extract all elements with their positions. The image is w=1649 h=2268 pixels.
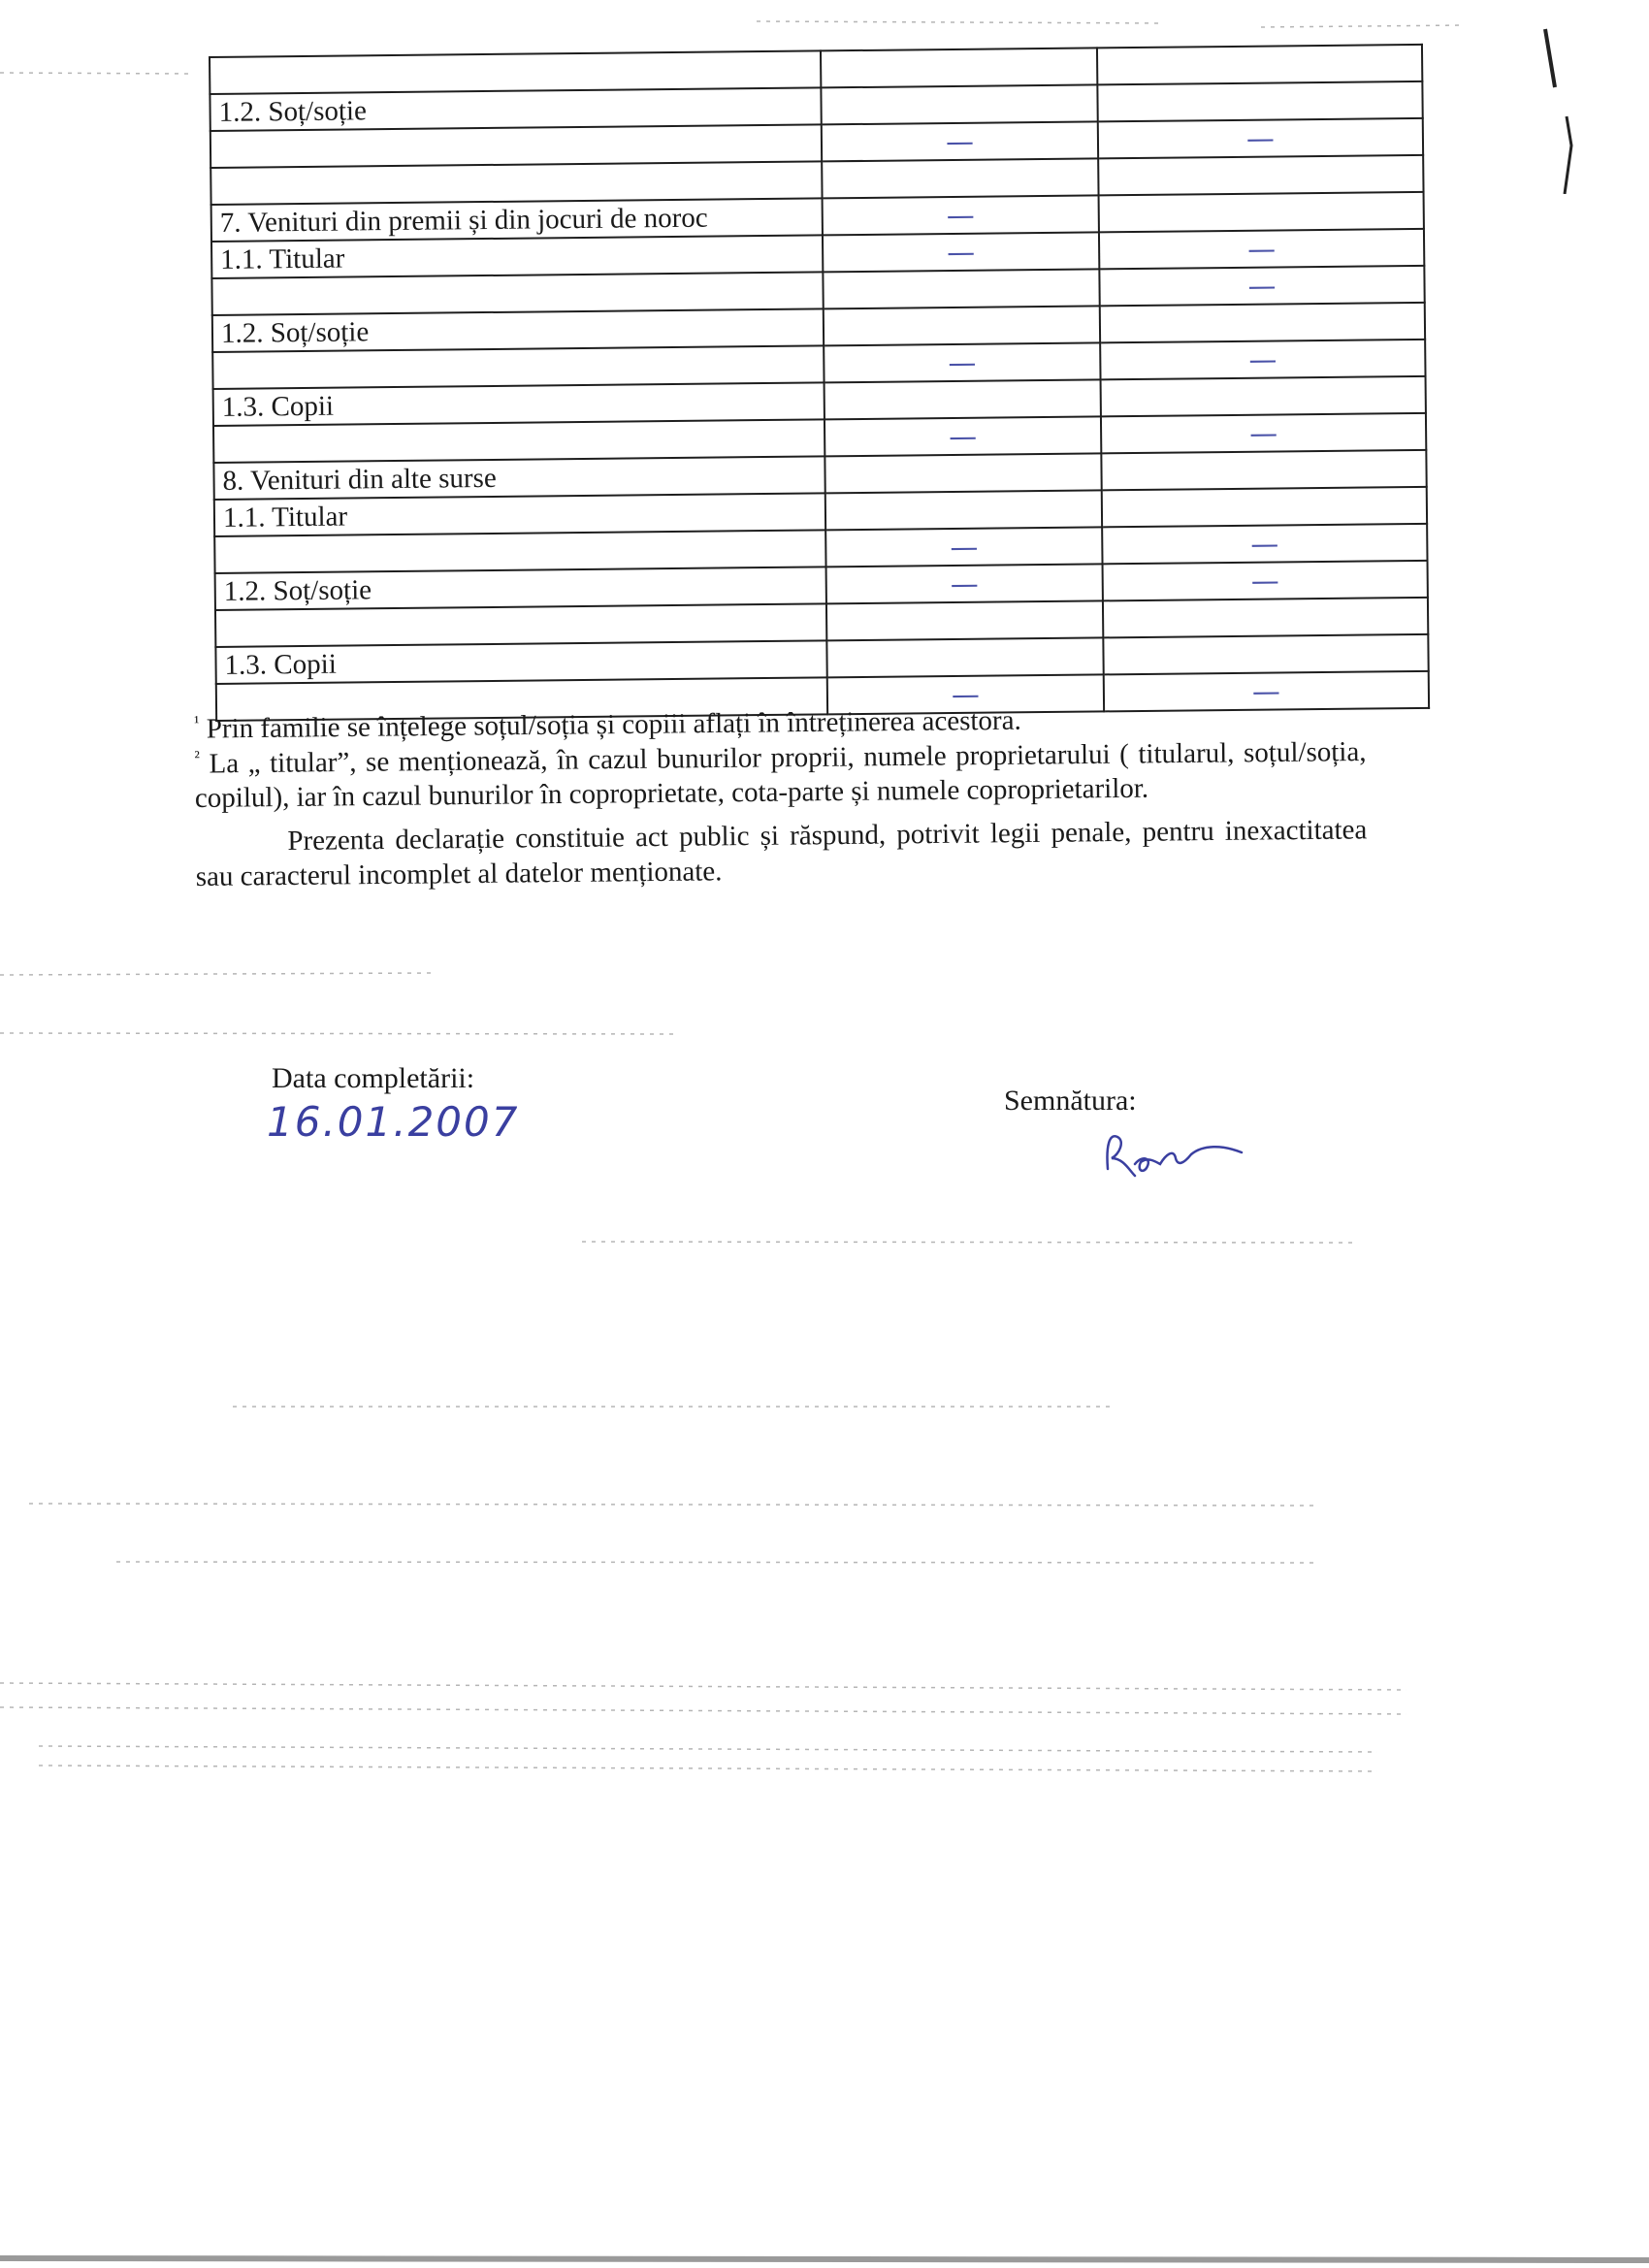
row-label [212,345,824,389]
row-value-a [823,269,1099,308]
row-value-b [1097,81,1422,122]
row-label: 1.2. Soț/soție [210,87,821,131]
page-number-mark [1537,19,1596,194]
row-value-a [821,84,1097,124]
footnote-2 [194,734,1367,816]
row-value-a: — [825,527,1102,567]
row-label: 1.2. Soț/soție [212,308,824,352]
row-value-a [821,48,1097,87]
row-value-b: — [1101,413,1426,454]
row-value-b [1103,598,1428,638]
row-value-b [1098,155,1423,196]
row-value-b: — [1100,340,1425,380]
row-label [210,124,822,168]
income-table-grid [209,44,1430,722]
row-value-b: — [1099,266,1424,307]
footnote-1-text: Prin familie se înțelege soțul/soția și copiii aflați în întreținerea acestora. [206,704,1021,745]
footnote-2-marker: ² [194,746,200,767]
row-value-b [1100,303,1425,343]
row-value-b [1101,450,1426,491]
row-label [215,603,826,647]
row-label: 7. Venituri din premii și din jocuri de noroc [211,198,823,242]
row-label [213,419,824,463]
row-value-b: — [1104,671,1429,712]
row-label: 1.1. Titular [214,493,825,536]
handwritten-signature [1096,1116,1271,1193]
footnotes [194,699,1368,894]
row-value-a [824,453,1101,493]
row-value-a [825,490,1102,530]
row-value-b [1097,45,1422,85]
row-value-a: — [822,121,1098,161]
row-value-a [826,637,1103,677]
row-value-a: — [826,564,1103,603]
row-value-a: — [827,674,1104,714]
row-label: 1.3. Copii [215,640,826,684]
row-label: 1.3. Copii [213,382,824,426]
row-value-b [1099,192,1424,233]
date-value: 16.01.2007 [267,1098,520,1146]
row-value-b: — [1098,118,1423,159]
row-value-b [1102,487,1427,528]
row-label: 8. Venituri din alte surse [213,456,824,500]
footnote-1-marker: ¹ [194,711,200,731]
row-value-a: — [823,232,1099,272]
signature-label: Semnătura: [1004,1085,1137,1117]
row-value-b: — [1099,229,1424,270]
row-value-b: — [1102,524,1427,565]
row-value-a [822,158,1098,198]
footnote-2-text: La „ titular”, se menționează, în cazul bunurilor proprii, numele proprietarului ( titularul, soțul/soția, copilul), iar în cazul bunurilor în coproprietate, cota-parte și numele coproprietarilor. [194,736,1367,815]
row-value-a: — [824,416,1101,456]
row-value-b [1103,634,1428,675]
row-value-b: — [1103,561,1428,601]
income-table [209,44,1428,722]
date-label: Data completării: [272,1062,475,1094]
row-label: 1.2. Soț/soție [215,567,826,610]
row-value-a [826,600,1103,640]
row-label [210,50,821,94]
row-value-a [824,306,1100,345]
row-label [210,161,822,205]
row-value-a [824,379,1101,419]
row-label: 1.1. Titular [211,235,823,278]
row-value-a: — [823,195,1099,235]
row-label [214,530,825,573]
row-value-a: — [824,342,1100,382]
row-value-b [1101,376,1426,417]
row-label [211,272,823,315]
declaration-text: Prezenta declarație constituie act public și răspund, potrivit legii penale, pentru inexactitatea sau caracterul incomplet al datelor menționate. [195,814,1368,892]
